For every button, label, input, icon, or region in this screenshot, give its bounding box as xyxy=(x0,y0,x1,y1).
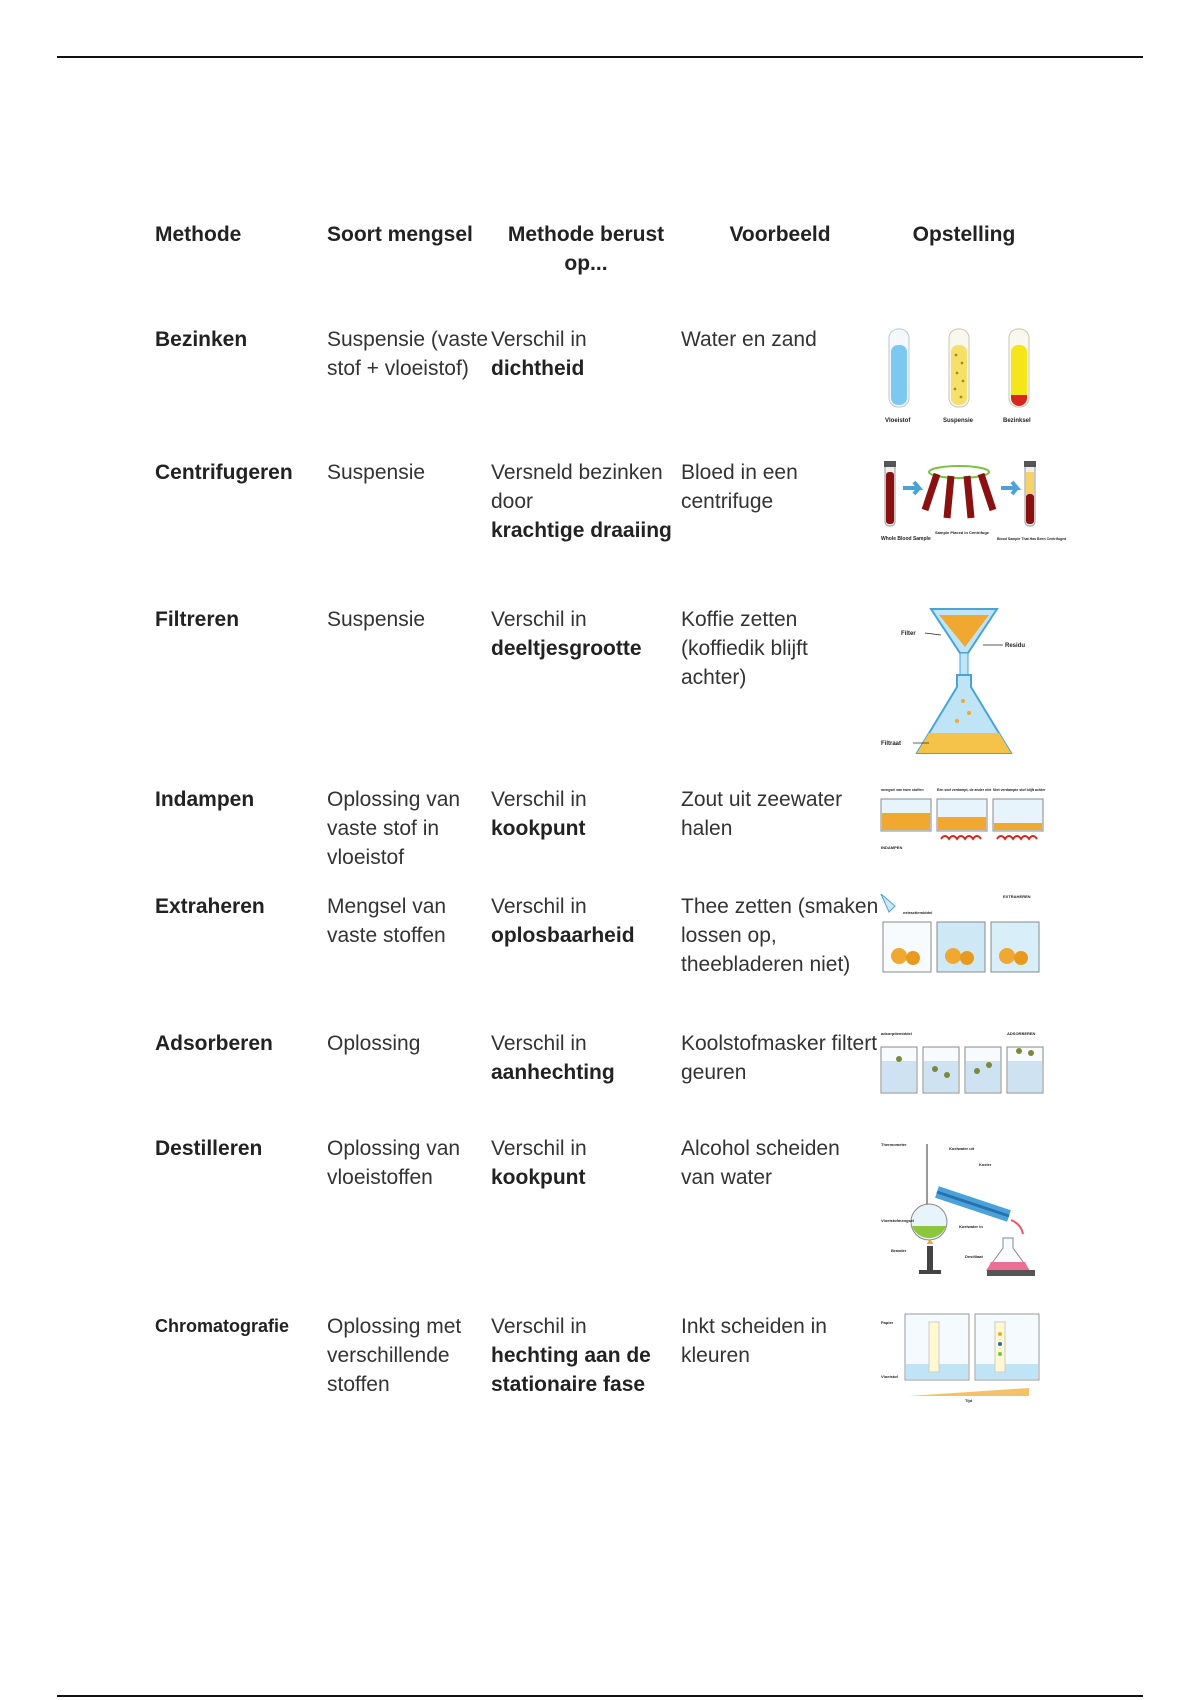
setup-figure xyxy=(879,785,1049,892)
label-adsorberen: ADSORBEREN xyxy=(1007,1031,1036,1036)
centrifuge-rotor xyxy=(925,466,993,518)
based-on xyxy=(491,325,681,458)
header-example: Voorbeeld xyxy=(729,223,831,246)
method-name: Centrifugeren xyxy=(155,461,293,484)
mixture-type: Oplossing xyxy=(327,1032,421,1055)
table-row xyxy=(155,458,1049,605)
based-key: kookpunt xyxy=(491,1166,586,1189)
method-name: Chromatografie xyxy=(155,1316,290,1336)
label-suspension: Suspensie xyxy=(943,418,974,424)
label-coolwater-out: Koelwater uit xyxy=(949,1146,975,1151)
extraction-figure xyxy=(879,892,1049,988)
header-setup: Opstelling xyxy=(912,223,1016,246)
example: Koffie zetten (koffiedik blijft achter) xyxy=(681,608,808,689)
evaporation-figure xyxy=(879,785,1049,855)
table-row xyxy=(155,325,1049,458)
receiving-flask xyxy=(987,1238,1035,1276)
label-thermometer: Thermometer xyxy=(881,1142,907,1147)
label-paper: Papier xyxy=(881,1320,894,1325)
sedimentation-tubes-figure xyxy=(879,325,1049,435)
table-row xyxy=(155,1134,1049,1312)
label-burner: Brander xyxy=(891,1248,907,1253)
based-key: deeltjesgrootte xyxy=(491,637,642,660)
whole-blood-tube xyxy=(884,461,896,526)
label-extraheren: EXTRAHEREN xyxy=(1003,894,1031,899)
label-extraction-agent: extractiemiddel xyxy=(903,910,933,915)
flask xyxy=(917,675,1011,753)
table-row xyxy=(155,605,1049,785)
setup-figure xyxy=(879,1312,1049,1412)
method-name: Filtreren xyxy=(155,608,240,631)
mixture-type: Suspensie xyxy=(327,608,426,631)
time-arrow xyxy=(909,1388,1029,1396)
mixture-type: Suspensie xyxy=(327,461,426,484)
adsorption-beaker-2 xyxy=(923,1047,959,1093)
header-method: Methode xyxy=(155,223,242,246)
setup-figure xyxy=(879,325,1049,458)
based-prefix: Verschil in xyxy=(491,895,587,918)
funnel xyxy=(931,609,997,675)
method-name: Destilleren xyxy=(155,1137,263,1160)
tube-sediment xyxy=(1009,329,1029,407)
based-prefix: Verschil in xyxy=(491,1315,587,1338)
label-coolwater-in: Koelwater in xyxy=(959,1224,983,1229)
beaker-2 xyxy=(937,799,987,839)
label-liquid: Vloeistof xyxy=(881,1374,898,1379)
filtration-figure xyxy=(879,605,1049,765)
top-rule xyxy=(57,56,1143,58)
label-residue: Residu xyxy=(1005,643,1026,649)
arrow-icon xyxy=(903,482,919,494)
based-on xyxy=(491,892,681,1029)
mixture-type: Mengsel van vaste stoffen xyxy=(327,895,447,947)
label-filtrate: Filtraat xyxy=(881,741,902,747)
label-centrifuged: Blood Sample That Has Been Centrifuged xyxy=(997,537,1067,541)
label-sediment: Bezinksel xyxy=(1003,418,1031,424)
chromatography-figure xyxy=(879,1312,1049,1402)
based-on xyxy=(491,1312,681,1412)
based-on xyxy=(491,785,681,892)
based-prefix: Verschil in xyxy=(491,788,587,811)
chromatography-jar-2 xyxy=(975,1314,1039,1380)
based-key: krachtige draaiing xyxy=(491,519,672,542)
arrow-icon xyxy=(1001,482,1017,494)
method-name: Bezinken xyxy=(155,328,248,351)
label-sample-placed: Sample Placed in Centrifuge xyxy=(935,530,990,535)
label-whole-blood: Whole Blood Sample xyxy=(881,536,931,542)
centrifuged-tube xyxy=(1024,461,1036,526)
extraction-beaker-1 xyxy=(883,922,931,972)
example: Inkt scheiden in kleuren xyxy=(681,1315,827,1367)
based-on xyxy=(491,1134,681,1312)
label-cooler: Koeler xyxy=(979,1162,992,1167)
distillation-figure xyxy=(879,1134,1049,1284)
based-key: kookpunt xyxy=(491,817,586,840)
based-key: oplosbaarheid xyxy=(491,924,635,947)
extraction-beaker-3 xyxy=(991,922,1039,972)
setup-figure xyxy=(879,1029,1049,1134)
method-name: Adsorberen xyxy=(155,1032,273,1055)
method-name: Extraheren xyxy=(155,895,265,918)
burner xyxy=(919,1240,941,1274)
based-on xyxy=(491,1029,681,1134)
label-liquid: Vloeistof xyxy=(885,418,911,424)
based-prefix: Verschil in xyxy=(491,608,587,631)
header-mixture: Soort mengsel xyxy=(327,223,473,246)
based-prefix: Verschil in xyxy=(491,1032,587,1055)
setup-figure xyxy=(879,892,1049,1029)
mixture-type: Oplossing van vaste stof in vloeistof xyxy=(327,788,461,869)
based-prefix: Versneld bezinken door xyxy=(491,461,663,513)
centrifuge-figure xyxy=(879,458,1067,568)
beaker-1 xyxy=(881,799,931,831)
based-key: dichtheid xyxy=(491,357,585,380)
label-distillate: Destillaat xyxy=(965,1254,983,1259)
label-liquid-mixture: Vloeistofmengsel xyxy=(881,1218,915,1223)
mixture-type: Suspensie (vaste stof + vloeistof) xyxy=(327,328,489,380)
based-key: hechting aan de stationaire fase xyxy=(491,1344,651,1396)
based-on xyxy=(491,605,681,785)
example: Koolstofmasker filtert geuren xyxy=(681,1032,878,1084)
example: Alcohol scheiden van water xyxy=(681,1137,840,1189)
adsorption-beaker-4 xyxy=(1007,1047,1043,1093)
mixture-type: Oplossing van vloeistoffen xyxy=(327,1137,461,1189)
label-time: Tijd xyxy=(965,1398,973,1403)
beaker-3 xyxy=(993,799,1043,839)
label-mixture: mengsel van twee stoffen xyxy=(881,788,924,792)
bottom-rule xyxy=(57,1695,1143,1697)
separation-methods-table xyxy=(155,220,1067,1412)
table-row xyxy=(155,1312,1049,1412)
chromatography-jar-1 xyxy=(905,1314,969,1380)
example: Thee zetten (smaken lossen op, theebladeren niet) xyxy=(681,895,879,976)
adsorption-figure xyxy=(879,1029,1049,1105)
tube-liquid xyxy=(889,329,909,407)
table-row xyxy=(155,892,1049,1029)
example: Water en zand xyxy=(681,328,817,351)
example: Bloed in een centrifuge xyxy=(681,461,798,513)
label-filter: Filter xyxy=(901,631,916,637)
adsorption-beaker-1 xyxy=(881,1047,917,1093)
based-key: aanhechting xyxy=(491,1061,615,1084)
example: Zout uit zeewater halen xyxy=(681,788,843,840)
method-name: Indampen xyxy=(155,788,255,811)
setup-figure xyxy=(879,605,1049,785)
table-row xyxy=(155,785,1049,892)
setup-figure xyxy=(879,458,1067,605)
condenser xyxy=(937,1192,1009,1216)
distillation-flask xyxy=(911,1204,947,1240)
tube-suspension xyxy=(949,329,969,407)
extraction-beaker-2 xyxy=(937,922,985,972)
header-row xyxy=(155,220,1049,325)
based-prefix: Verschil in xyxy=(491,328,587,351)
label-remains: Niet verdampte stof blijft achter xyxy=(993,788,1046,792)
based-prefix: Verschil in xyxy=(491,1137,587,1160)
based-on xyxy=(491,458,681,605)
label-adsorption-agent: adsorptiemiddel xyxy=(881,1031,912,1036)
label-one-evaporates: Eén stof verdampt, de ander niet xyxy=(937,788,992,792)
mixture-type: Oplossing met verschillende stoffen xyxy=(327,1315,462,1396)
table-row xyxy=(155,1029,1049,1134)
header-based-on: Methode berust op... xyxy=(507,223,665,275)
adsorption-beaker-3 xyxy=(965,1047,1001,1093)
setup-figure xyxy=(879,1134,1049,1312)
label-indampen: INDAMPEN xyxy=(881,845,903,850)
